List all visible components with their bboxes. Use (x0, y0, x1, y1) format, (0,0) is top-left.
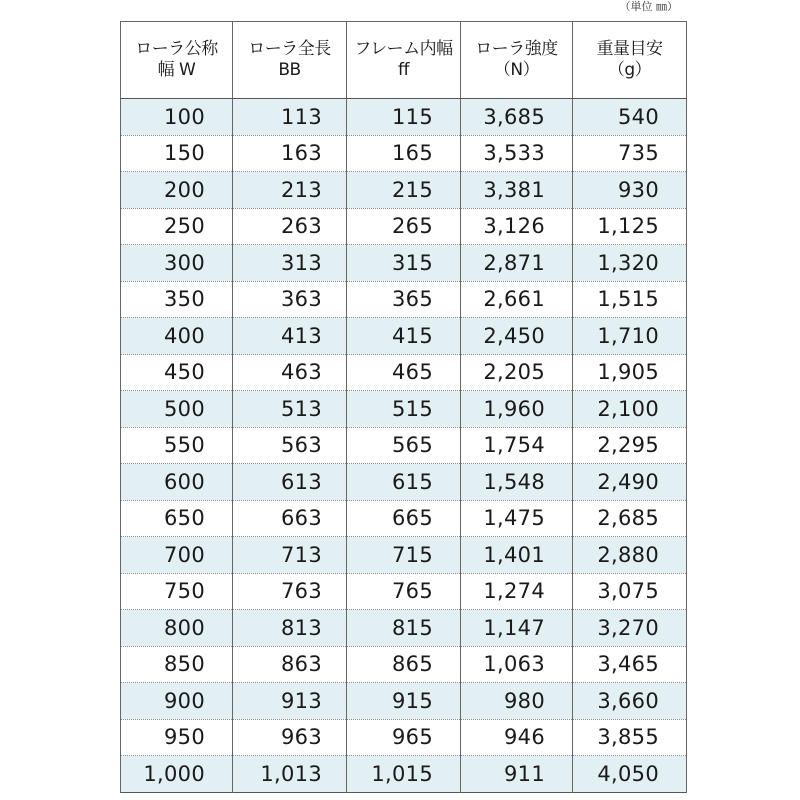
table-row (121, 756, 687, 793)
cell-nominal-width: 550 (121, 427, 233, 464)
cell-overall-length: 113 (233, 99, 347, 136)
cell-nominal-width: 450 (121, 354, 233, 391)
cell-roller-strength: 1,548 (461, 464, 573, 501)
header-frame-inner-width-line2: ff (398, 60, 409, 80)
cell-roller-strength: 1,147 (461, 610, 573, 647)
cell-nominal-width: 100 (121, 99, 233, 136)
cell-weight: 3,465 (573, 646, 687, 683)
cell-overall-length: 163 (233, 135, 347, 172)
cell-nominal-width: 300 (121, 245, 233, 282)
cell-roller-strength: 3,381 (461, 172, 573, 209)
cell-weight: 2,295 (573, 427, 687, 464)
header-weight (573, 22, 687, 99)
cell-roller-strength: 3,685 (461, 99, 573, 136)
cell-overall-length: 363 (233, 281, 347, 318)
cell-weight: 1,515 (573, 281, 687, 318)
cell-weight: 1,710 (573, 318, 687, 355)
cell-frame-inner-width: 365 (347, 281, 461, 318)
cell-frame-inner-width: 915 (347, 683, 461, 720)
cell-frame-inner-width: 415 (347, 318, 461, 355)
cell-nominal-width: 1,000 (121, 756, 233, 793)
header-frame-inner-width-line1: フレーム内幅 (354, 39, 453, 59)
cell-weight: 4,050 (573, 756, 687, 793)
cell-overall-length: 613 (233, 464, 347, 501)
cell-roller-strength: 1,960 (461, 391, 573, 428)
header-nominal-width-line1: ローラ公称 (135, 39, 218, 59)
table-row (121, 683, 687, 720)
cell-nominal-width: 750 (121, 573, 233, 610)
cell-roller-strength: 3,533 (461, 135, 573, 172)
roller-spec-table (120, 21, 687, 793)
table-row (121, 318, 687, 355)
table-row (121, 610, 687, 647)
cell-weight: 3,075 (573, 573, 687, 610)
cell-nominal-width: 900 (121, 683, 233, 720)
cell-nominal-width: 850 (121, 646, 233, 683)
cell-frame-inner-width: 565 (347, 427, 461, 464)
header-weight-line2: （g） (607, 60, 652, 80)
table-row (121, 464, 687, 501)
cell-overall-length: 463 (233, 354, 347, 391)
cell-frame-inner-width: 265 (347, 208, 461, 245)
cell-weight: 2,490 (573, 464, 687, 501)
table-row (121, 99, 687, 136)
table-row (121, 646, 687, 683)
cell-overall-length: 413 (233, 318, 347, 355)
table-body (121, 99, 687, 793)
cell-weight: 3,270 (573, 610, 687, 647)
cell-weight: 2,100 (573, 391, 687, 428)
header-weight-line1: 重量目安 (596, 39, 663, 59)
cell-frame-inner-width: 1,015 (347, 756, 461, 793)
cell-frame-inner-width: 465 (347, 354, 461, 391)
cell-frame-inner-width: 815 (347, 610, 461, 647)
cell-roller-strength: 911 (461, 756, 573, 793)
cell-roller-strength: 1,754 (461, 427, 573, 464)
cell-nominal-width: 500 (121, 391, 233, 428)
cell-weight: 1,320 (573, 245, 687, 282)
cell-nominal-width: 200 (121, 172, 233, 209)
cell-overall-length: 963 (233, 719, 347, 756)
table-row (121, 427, 687, 464)
cell-overall-length: 763 (233, 573, 347, 610)
cell-weight: 3,855 (573, 719, 687, 756)
cell-nominal-width: 150 (121, 135, 233, 172)
cell-overall-length: 213 (233, 172, 347, 209)
cell-overall-length: 813 (233, 610, 347, 647)
cell-frame-inner-width: 315 (347, 245, 461, 282)
cell-roller-strength: 2,661 (461, 281, 573, 318)
cell-overall-length: 563 (233, 427, 347, 464)
table-row (121, 172, 687, 209)
header-roller-strength-line2: （N） (493, 60, 540, 80)
cell-frame-inner-width: 715 (347, 537, 461, 574)
cell-frame-inner-width: 165 (347, 135, 461, 172)
cell-weight: 930 (573, 172, 687, 209)
table-row (121, 391, 687, 428)
header-overall-length (233, 22, 347, 99)
cell-roller-strength: 980 (461, 683, 573, 720)
cell-frame-inner-width: 965 (347, 719, 461, 756)
cell-frame-inner-width: 215 (347, 172, 461, 209)
table-row (121, 500, 687, 537)
table-row (121, 135, 687, 172)
cell-weight: 2,685 (573, 500, 687, 537)
cell-frame-inner-width: 615 (347, 464, 461, 501)
cell-roller-strength: 946 (461, 719, 573, 756)
cell-roller-strength: 3,126 (461, 208, 573, 245)
cell-overall-length: 713 (233, 537, 347, 574)
table-row (121, 208, 687, 245)
cell-overall-length: 863 (233, 646, 347, 683)
cell-overall-length: 263 (233, 208, 347, 245)
cell-nominal-width: 800 (121, 610, 233, 647)
cell-weight: 2,880 (573, 537, 687, 574)
header-roller-strength (461, 22, 573, 99)
cell-weight: 3,660 (573, 683, 687, 720)
cell-weight: 540 (573, 99, 687, 136)
cell-nominal-width: 700 (121, 537, 233, 574)
header-frame-inner-width (347, 22, 461, 99)
cell-weight: 1,125 (573, 208, 687, 245)
header-nominal-width-line2: 幅 W (157, 60, 196, 80)
cell-frame-inner-width: 665 (347, 500, 461, 537)
cell-frame-inner-width: 115 (347, 99, 461, 136)
header-roller-strength-line1: ローラ強度 (475, 39, 558, 59)
cell-frame-inner-width: 865 (347, 646, 461, 683)
cell-nominal-width: 400 (121, 318, 233, 355)
cell-nominal-width: 250 (121, 208, 233, 245)
cell-frame-inner-width: 515 (347, 391, 461, 428)
cell-roller-strength: 2,871 (461, 245, 573, 282)
cell-roller-strength: 1,475 (461, 500, 573, 537)
cell-weight: 1,905 (573, 354, 687, 391)
cell-overall-length: 663 (233, 500, 347, 537)
cell-weight: 735 (573, 135, 687, 172)
cell-overall-length: 1,013 (233, 756, 347, 793)
cell-nominal-width: 650 (121, 500, 233, 537)
header-overall-length-line1: ローラ全長 (248, 39, 331, 59)
cell-overall-length: 313 (233, 245, 347, 282)
cell-overall-length: 913 (233, 683, 347, 720)
cell-nominal-width: 950 (121, 719, 233, 756)
header-row (121, 22, 687, 99)
table-row (121, 245, 687, 282)
cell-roller-strength: 1,063 (461, 646, 573, 683)
unit-note: （単位 ㎜） (619, 0, 678, 13)
cell-roller-strength: 2,450 (461, 318, 573, 355)
table-row (121, 719, 687, 756)
cell-nominal-width: 350 (121, 281, 233, 318)
cell-roller-strength: 2,205 (461, 354, 573, 391)
table-row (121, 281, 687, 318)
cell-roller-strength: 1,274 (461, 573, 573, 610)
table-header (121, 22, 687, 99)
cell-overall-length: 513 (233, 391, 347, 428)
header-nominal-width (121, 22, 233, 99)
table-row (121, 537, 687, 574)
header-overall-length-line2: BB (278, 60, 301, 80)
cell-nominal-width: 600 (121, 464, 233, 501)
table-row (121, 573, 687, 610)
cell-frame-inner-width: 765 (347, 573, 461, 610)
cell-roller-strength: 1,401 (461, 537, 573, 574)
table-row (121, 354, 687, 391)
